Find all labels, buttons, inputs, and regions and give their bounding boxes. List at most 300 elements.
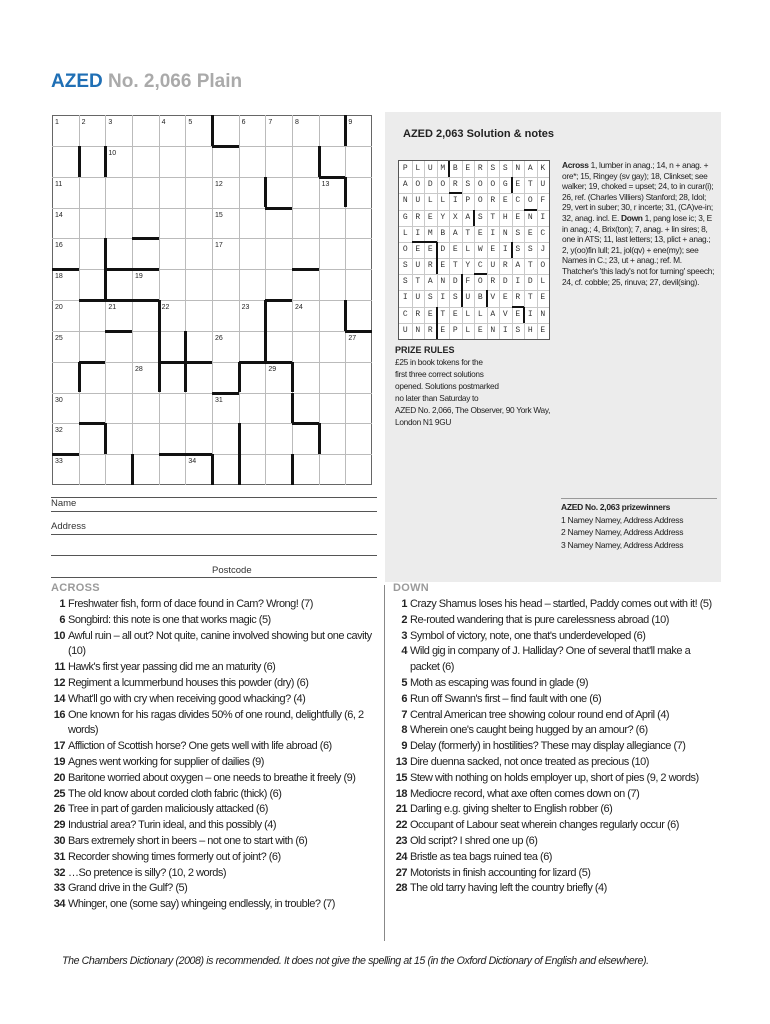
postcode-label: Postcode (212, 565, 252, 576)
name-field[interactable] (51, 511, 377, 512)
solution-letter: R (477, 164, 483, 173)
solution-letter: I (402, 293, 408, 303)
solution-letter: O (477, 277, 483, 287)
solution-letter: I (527, 309, 533, 319)
solution-letter: E (440, 261, 446, 271)
down-clue (392, 723, 722, 739)
solution-letter: R (452, 180, 458, 190)
clue-number: 29 (268, 365, 277, 373)
solution-letter: N (415, 325, 421, 335)
clue-number: 2 (401, 613, 407, 626)
solution-letter: B (477, 293, 483, 303)
grid-bar (238, 423, 241, 485)
solution-letter: N (402, 196, 408, 206)
across-clue (50, 850, 380, 866)
across-clue (50, 834, 380, 850)
form-top-rule (51, 497, 377, 498)
solution-bar (512, 306, 525, 308)
solution-letter: T (527, 293, 533, 303)
clue-number: 25 (53, 787, 65, 800)
grid-bar (78, 146, 81, 177)
solution-bar (511, 177, 513, 193)
solution-letter: D (527, 277, 533, 287)
solution-letter: R (415, 309, 421, 319)
solution-letter: S (402, 261, 408, 271)
down-clue (392, 802, 722, 818)
clue-number: 14 (55, 211, 63, 219)
solution-letter: L (465, 309, 471, 319)
clue-number: 9 (401, 740, 407, 753)
solution-letter: A (527, 164, 533, 173)
solution-letter: D (427, 180, 433, 190)
solution-letter: O (490, 180, 496, 190)
clue-text: Run off Swann's first – find fault with one (6) (410, 692, 602, 705)
solution-letter: I (415, 228, 421, 238)
clue-text: Delay (formerly) in hostilities? These may display allegiance (7) (410, 740, 686, 753)
clue-number: 8 (295, 119, 299, 126)
across-clue (50, 676, 380, 692)
clue-number: 16 (55, 242, 63, 250)
grid-bar (212, 392, 239, 395)
winner-entry: 3 Namey Namey, Address Address (561, 539, 684, 550)
clue-text: Industrial area? Turin ideal, and this possibly (4) (68, 819, 277, 832)
grid-bar (132, 237, 159, 240)
grid-bar (345, 330, 372, 333)
clue-text: Recorder showing times formerly out of joint? (6) (68, 850, 281, 863)
across-clue (50, 818, 380, 834)
clue-number: 7 (268, 119, 273, 126)
grid-bar (105, 330, 132, 333)
solution-letter: F (540, 196, 546, 206)
address-field[interactable] (51, 534, 377, 535)
solution-letter: E (515, 180, 521, 190)
down-clue (392, 613, 722, 629)
clue-text: Agnes went working for supplier of dailies (9) (68, 755, 264, 768)
clue-number: 30 (53, 834, 65, 847)
across-clue (50, 597, 380, 613)
solution-letter: L (465, 244, 471, 254)
solution-letter: I (540, 212, 546, 222)
clue-text: One known for his ragas divides 50% of one round, delightfully (6, 2 words) (68, 708, 364, 737)
grid-bar (238, 362, 241, 393)
solution-letter: U (427, 164, 433, 173)
puzzle-number: No. 2,066 Plain (102, 71, 243, 92)
solution-bar (474, 273, 487, 275)
solution-bar (524, 209, 537, 211)
clue-number: 2 (81, 119, 86, 126)
solution-letter: U (415, 196, 421, 206)
clue-text: Symbol of victory, note, one that's underdeveloped (6) (410, 629, 646, 642)
down-clue (392, 597, 722, 613)
clue-number: 24 (395, 850, 407, 863)
prize-rules-line: opened. Solutions postmarked (395, 380, 499, 391)
clue-number: 20 (53, 771, 65, 784)
solution-letter: V (502, 309, 508, 319)
solution-bar (436, 242, 438, 274)
across-clue (50, 866, 380, 882)
clue-number: 12 (53, 676, 65, 689)
clue-text: Grand drive in the Gulf? (5) (68, 882, 188, 895)
solution-letter: P (452, 325, 458, 335)
across-clue (50, 881, 380, 897)
clue-text: Darling e.g. giving shelter to English robber (6) (410, 803, 613, 816)
notes-down-label: Down (621, 212, 643, 223)
solution-letter: O (527, 196, 533, 206)
solution-letter: U (402, 325, 408, 335)
solution-letter: Y (465, 261, 471, 271)
clue-number: 15 (215, 211, 223, 219)
solution-letter: S (527, 244, 533, 254)
clue-number: 33 (53, 882, 65, 895)
clue-number: 30 (55, 396, 63, 404)
across-clue (50, 660, 380, 676)
solution-letter: R (515, 293, 521, 303)
clue-number: 7 (401, 708, 407, 721)
solution-letter: R (427, 325, 433, 335)
grid-bar (158, 300, 161, 362)
solution-letter: S (515, 325, 521, 335)
solution-letter: T (490, 212, 496, 222)
solution-letter: A (452, 228, 458, 238)
down-clue (392, 866, 722, 882)
solution-notes (562, 160, 718, 287)
clue-text: Old script? I shred one up (6) (410, 834, 538, 847)
solution-grid (398, 160, 550, 340)
solution-letter: E (452, 309, 458, 319)
clue-text: Stew with nothing on holds employer up, short of pies (9, 2 words) (410, 771, 699, 784)
down-clue (392, 629, 722, 645)
grid-bar (52, 268, 79, 271)
down-clue (392, 771, 722, 787)
down-clue (392, 676, 722, 692)
solution-bar (449, 192, 462, 194)
grid-bar (79, 422, 106, 425)
down-heading: DOWN (393, 582, 430, 594)
prize-rules-line: £25 in book tokens for the (395, 357, 483, 367)
clue-number: 1 (401, 598, 407, 610)
grid-bar (264, 300, 267, 362)
grid-bar (158, 362, 161, 393)
solution-letter: L (402, 228, 408, 238)
solution-letter: C (515, 196, 521, 206)
grid-bar (159, 453, 212, 456)
solution-letter: S (402, 277, 408, 287)
clue-number: 1 (59, 598, 65, 610)
solution-letter: J (540, 244, 546, 254)
clue-number: 6 (241, 119, 246, 126)
clue-number: 12 (215, 180, 223, 188)
postcode-field[interactable] (51, 577, 377, 578)
grid-column-line (292, 115, 293, 485)
solution-letter: C (540, 228, 546, 238)
across-clue (50, 787, 380, 803)
solution-letter: E (452, 244, 458, 254)
solution-letter: T (452, 261, 458, 271)
solution-letter: S (477, 212, 483, 222)
clue-number: 14 (53, 692, 65, 705)
grid-bar (239, 361, 292, 364)
prize-rules-address: AZED No. 2,066, The Observer, 90 York Way, (395, 404, 551, 415)
solution-letter: E (540, 325, 546, 335)
solution-letter: D (440, 244, 446, 254)
clue-number: 11 (55, 180, 63, 188)
clue-number: 20 (55, 304, 63, 311)
grid-bar (79, 299, 132, 302)
solution-letter: T (415, 277, 421, 287)
solution-letter: I (502, 325, 508, 335)
grid-bar (291, 454, 294, 485)
winners-heading: AZED No. 2,063 prizewinners (561, 502, 671, 512)
grid-bar (79, 361, 106, 364)
clue-number: 5 (401, 676, 407, 689)
clue-number: 26 (53, 803, 65, 816)
across-heading: ACROSS (51, 582, 100, 594)
solution-letter: U (415, 293, 421, 303)
across-clue (50, 692, 380, 708)
solution-letter: V (490, 293, 496, 303)
clue-number: 18 (395, 787, 407, 800)
solution-letter: F (465, 277, 471, 287)
grid-bar (105, 268, 158, 271)
down-clues (392, 597, 722, 897)
solution-letter: A (490, 309, 496, 319)
solution-letter: L (540, 277, 546, 287)
solution-letter: A (465, 212, 471, 222)
across-clue (50, 771, 380, 787)
grid-bar (344, 177, 347, 208)
address-field-2[interactable] (51, 555, 377, 556)
clue-number: 33 (55, 458, 63, 466)
solution-letter: L (477, 309, 483, 319)
solution-letter: E (477, 325, 483, 335)
solution-letter: I (502, 244, 508, 254)
solution-letter: R (415, 212, 421, 222)
clue-number: 32 (55, 427, 63, 435)
solution-letter: B (440, 228, 446, 238)
solution-bar (412, 241, 437, 243)
solution-letter: A (515, 261, 521, 271)
solution-letter: E (502, 293, 508, 303)
winner-entry: 1 Namey Namey, Address Address (561, 515, 684, 525)
solution-letter: R (490, 196, 496, 206)
clue-text: Bristle as tea bags ruined tea (6) (410, 850, 552, 863)
clue-number: 6 (59, 613, 65, 626)
solution-letter: L (465, 325, 471, 335)
solution-letter: S (427, 293, 433, 303)
solution-letter: S (490, 164, 496, 173)
solution-bar (436, 307, 438, 339)
solution-letter: O (415, 180, 421, 190)
solution-letter: R (502, 261, 508, 271)
solution-letter: E (515, 212, 521, 222)
winner-entry: 2 Namey Namey, Address Address (561, 527, 684, 538)
solution-letter: G (402, 212, 408, 222)
clue-number: 26 (215, 334, 223, 342)
solution-letter: Y (440, 212, 446, 222)
solution-letter: I (515, 277, 521, 287)
notes-across-label: Across (562, 160, 589, 170)
solution-bar (486, 290, 488, 306)
grid-bar (318, 423, 321, 454)
solution-letter: S (502, 164, 508, 173)
across-clue (50, 613, 380, 629)
down-clue (392, 755, 722, 771)
grid-row-line (52, 331, 372, 332)
clue-text: Awful ruin – all out? Not quite, canine involved showing but one cavity (10) (68, 629, 372, 658)
footer-note: The Chambers Dictionary (2008) is recommended. It does not give the spelling at 15 (in the Oxford Dictionary of English and elsewhere). (62, 955, 649, 967)
clue-number: 31 (53, 850, 65, 863)
clue-text: Bars extremely short in beers – not one to start with (6) (68, 834, 308, 847)
clue-number: 22 (395, 819, 407, 832)
clue-text: Central American tree showing colour round end of April (4) (410, 708, 670, 721)
grid-bar (291, 393, 294, 424)
solution-letter: O (477, 196, 483, 206)
solution-letter: H (502, 212, 508, 222)
grid-bar (292, 422, 319, 425)
solution-letter: U (490, 261, 496, 271)
clue-number: 23 (395, 834, 407, 847)
down-clue (392, 708, 722, 724)
clue-text: Affliction of Scottish horse? One gets well with life abroad (6) (68, 740, 332, 753)
solution-letter: E (527, 228, 533, 238)
grid-bar (159, 361, 212, 364)
down-clue (392, 881, 722, 897)
solution-letter: O (540, 261, 546, 271)
solution-letter: N (515, 164, 521, 173)
down-clue (392, 692, 722, 708)
clue-number: 25 (55, 334, 63, 342)
solution-letter: E (477, 228, 483, 238)
down-clue (392, 834, 722, 850)
solution-letter: E (427, 309, 433, 319)
clue-text: The old know about corded cloth fabric (thick) (6) (68, 787, 282, 800)
clue-text: Motorists in finish accounting for lizard (5) (410, 866, 591, 879)
grid-bar (344, 300, 347, 331)
grid-bar (212, 145, 239, 148)
clue-number: 17 (215, 242, 223, 250)
clue-number: 11 (54, 661, 65, 674)
solution-letter: E (427, 212, 433, 222)
clue-text: Regiment a lcummerbund houses this powder (dry) (6) (68, 676, 309, 689)
solution-letter: E (490, 244, 496, 254)
clue-number: 13 (395, 755, 407, 768)
grid-bar (319, 176, 346, 179)
grid-bar (132, 299, 159, 302)
clue-text: Moth as escaping was found in glade (9) (410, 676, 589, 689)
grid-bar (104, 423, 107, 454)
solution-letter: T (440, 309, 446, 319)
down-clue (392, 850, 722, 866)
solution-letter: N (540, 309, 546, 319)
clue-number: 1 (55, 119, 59, 126)
clue-text: Re-routed wandering that is pure carelessness abroad (10) (410, 613, 669, 626)
solution-letter: G (502, 180, 508, 190)
clue-text: Freshwater fish, form of dace found in Cam? Wrong! (7) (68, 598, 313, 610)
solution-letter: O (402, 244, 408, 254)
prize-rules-text (395, 357, 561, 428)
solution-letter: O (440, 180, 446, 190)
solution-letter: E (427, 244, 433, 254)
clue-text: The old tarry having left the country briefly (4) (410, 882, 607, 895)
clue-number: 22 (161, 304, 170, 311)
prize-rules-line: first three correct solutions (395, 368, 484, 379)
grid-bar (292, 268, 319, 271)
clue-text: …So pretence is silly? (10, 2 words) (68, 866, 227, 879)
clue-number: 19 (135, 273, 143, 281)
down-clue (392, 818, 722, 834)
clue-number: 10 (108, 149, 117, 157)
solution-letter: T (465, 228, 471, 238)
notes-across: 1, lumber in anag.; 14, n + anag. + ore*; 15, Ringey (sv gay); 18, Clinkset; see walker; 19, choked = upset; 24, to in curar(i); 26, ref. (Charles Villiers) Stanford; 28, Idol; 29, vert in suber; 30, r incerte; 31, (CA)ve-in; 32, anag. incl. E. (562, 160, 714, 223)
solution-title: AZED 2,063 Solution & notes (403, 128, 554, 140)
solution-letter: X (452, 212, 458, 222)
solution-letter: S (452, 293, 458, 303)
across-clue (50, 802, 380, 818)
down-clue (392, 787, 722, 803)
grid-bar (291, 362, 294, 393)
clue-number: 8 (401, 724, 407, 737)
clue-number: 17 (53, 740, 65, 753)
solution-letter: P (402, 164, 408, 173)
solution-letter: O (477, 180, 483, 190)
clue-number: 4 (161, 119, 166, 126)
clue-number: 34 (53, 898, 65, 911)
solution-letter: N (527, 212, 533, 222)
solution-letter: E (515, 309, 521, 319)
clue-number: 3 (401, 629, 407, 642)
solution-letter: L (440, 196, 446, 206)
clue-number: 6 (401, 692, 407, 705)
solution-letter: P (465, 196, 471, 206)
clue-text: Occupant of Labour seat wherein changes regularly occur (6) (410, 819, 679, 832)
solution-letter: I (452, 196, 458, 206)
clue-number: 34 (188, 458, 197, 466)
clue-number: 15 (395, 771, 407, 784)
solution-letter: R (427, 261, 433, 271)
clue-number: 21 (108, 304, 117, 311)
clue-number: 10 (53, 629, 65, 642)
solution-letter: C (402, 309, 408, 319)
clue-number: 28 (135, 365, 143, 373)
solution-letter: E (540, 293, 546, 303)
solution-letter: N (502, 228, 508, 238)
clue-text: Baritone worried about oxygen – one needs to breathe it freely (9) (68, 771, 356, 784)
down-clue (392, 739, 722, 755)
clue-number: 23 (241, 304, 250, 311)
solution-letter: C (477, 261, 483, 271)
solution-bar (511, 242, 513, 258)
grid-bar (265, 299, 292, 302)
clue-number: 16 (53, 708, 65, 721)
grid-bar (211, 115, 214, 146)
clue-number: 4 (401, 645, 407, 658)
solution-letter: U (415, 261, 421, 271)
solution-bar (473, 210, 475, 226)
solution-letter: B (452, 164, 458, 173)
clue-number: 9 (348, 119, 353, 126)
clue-text: Tree in part of garden maliciously attacked (6) (68, 803, 268, 816)
solution-letter: E (502, 196, 508, 206)
clue-number: 5 (188, 119, 193, 126)
clue-text: Dire duenna sacked, not once treated as precious (10) (410, 755, 649, 768)
solution-bar (448, 161, 450, 177)
clue-text: Wild gig in company of J. Halliday? One of several that'll make a packet (6) (410, 645, 691, 674)
solution-letter: D (452, 277, 458, 287)
solution-letter: A (402, 180, 408, 190)
solution-letter: E (415, 244, 421, 254)
clue-number: 24 (295, 304, 303, 311)
crossword-grid[interactable] (52, 115, 372, 485)
